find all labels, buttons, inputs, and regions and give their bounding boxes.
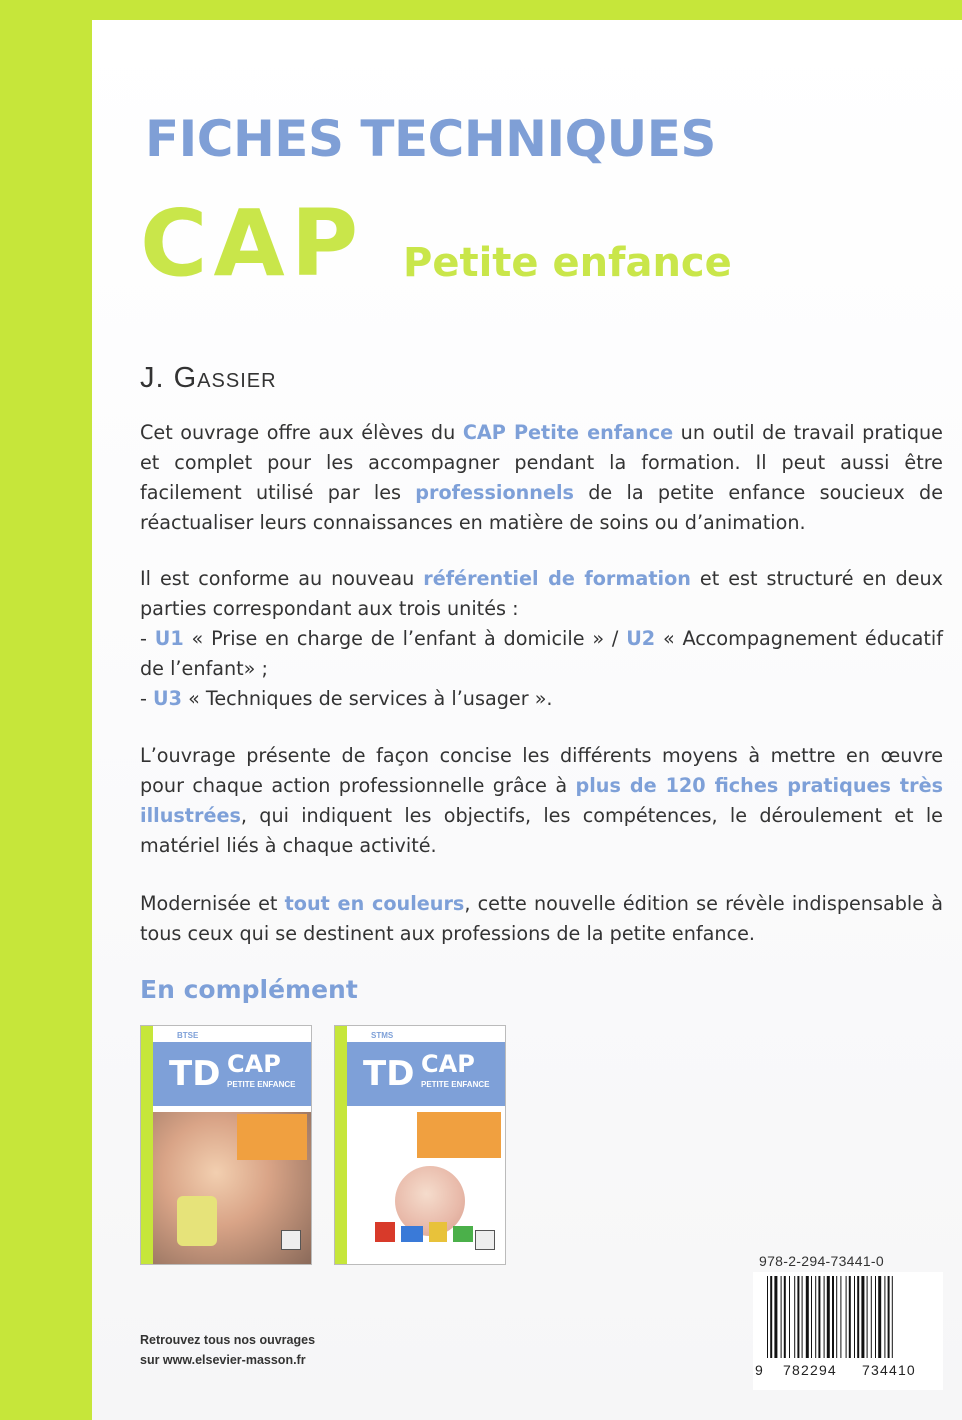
barcode-bar (857, 1276, 859, 1358)
barcode-bar (867, 1276, 868, 1358)
barcode-bar (789, 1276, 790, 1358)
book-header (153, 1042, 311, 1106)
barcode-bar (827, 1276, 830, 1358)
barcode-bar (802, 1276, 803, 1358)
publisher-logo (281, 1230, 301, 1250)
cover-strip (141, 1026, 153, 1264)
toy-block (429, 1222, 447, 1242)
barcode-bar (832, 1276, 834, 1358)
barcode-bar (878, 1276, 881, 1358)
barcode-bar (854, 1276, 855, 1358)
contents-box (417, 1112, 501, 1158)
publisher-logo (475, 1230, 495, 1250)
barcode-digits-left: 782294 (783, 1362, 837, 1378)
barcode-bar (884, 1276, 885, 1358)
barcode-digits-right: 734410 (862, 1362, 916, 1378)
barcode-bar (794, 1276, 795, 1358)
highlighted-text: U3 (153, 687, 182, 710)
book-title: FICHES TECHNIQUES (145, 110, 716, 168)
barcode-bar (784, 1276, 786, 1358)
book-subtitle-small: PETITE ENFANCE (227, 1080, 296, 1089)
highlighted-text: référentiel de formation (423, 567, 691, 590)
barcode-bar (767, 1276, 768, 1358)
footer-line-1: Retrouvez tous nos ouvrages (140, 1333, 316, 1347)
contents-box (237, 1114, 307, 1160)
barcode-bar (815, 1276, 816, 1358)
book-cover-stms (334, 1025, 506, 1265)
paragraph-structure: Il est conforme au nouveau référentiel de formation et est structuré en deux parties correspondant aux trois unités : - U1 « Prise en charge de l’enfant à domicile » / U2 « Accompagnement éducatif de l’enfant» ; - U3 « Techniques de services à l’usager ». (140, 567, 943, 710)
barcode-bar (818, 1276, 820, 1358)
paragraph-content: L’ouvrage présente de façon concise les différents moyens à mettre en œuvre pour chaque action professionnelle grâce à plus de 120 fiches pratiques très illustrées, qui indiquent les objectifs, les compétences, le déroulement et le matériel liés à chaque activité. (140, 744, 944, 857)
barcode-bar (861, 1276, 864, 1358)
barcode (753, 1272, 943, 1390)
isbn-number: 978-2-294-73441-0 (759, 1253, 884, 1269)
highlighted-text: tout en couleurs (284, 892, 465, 915)
barcode-bar (806, 1276, 809, 1358)
book-td: TD (363, 1054, 415, 1094)
book-header (347, 1042, 505, 1106)
book-cap: CAP (227, 1050, 281, 1078)
barcode-bar (875, 1276, 876, 1358)
toy-block (453, 1226, 473, 1242)
highlighted-text: U2 (626, 627, 656, 650)
barcode-bar (774, 1276, 777, 1358)
book-cap: CAP (421, 1050, 475, 1078)
toy-block (401, 1226, 423, 1242)
barcode-bar (888, 1276, 890, 1358)
book-subtitle: Petite enfance (403, 240, 732, 286)
barcode-bar (770, 1276, 772, 1358)
book-tag: BTSE (177, 1031, 199, 1040)
toy-block (375, 1222, 395, 1242)
barcode-bar (824, 1276, 825, 1358)
complement-heading: En complément (140, 975, 358, 1004)
footer (140, 1330, 315, 1370)
author-name: J. Gassier (140, 362, 277, 394)
barcode-bar (797, 1276, 799, 1358)
barcode-digit-first: 9 (755, 1362, 763, 1378)
barcode-bar (811, 1276, 812, 1358)
barcode-bar (846, 1276, 847, 1358)
barcode-bar (781, 1276, 782, 1358)
bottle-image (177, 1196, 217, 1246)
book-subtitle-small: PETITE ENFANCE (421, 1080, 490, 1089)
paragraph-edition: Modernisée et tout en couleurs, cette nouvelle édition se révèle indispensable à tous ceux qui se destinent aux professions de la petite enfance. (140, 892, 943, 945)
paragraph-intro: Cet ouvrage offre aux élèves du CAP Petite enfance un outil de travail pratique et complet pour les accompagner pendant la formation. Il peut aussi être facilement utilisé par les professionnels de la petite enfance soucieux de réactualiser leurs connaissances en matière de soins ou d’animation. (140, 421, 943, 534)
highlighted-text: professionnels (415, 481, 574, 504)
book-cover-btse (140, 1025, 312, 1265)
footer-link[interactable]: sur www.elsevier-masson.fr (140, 1353, 306, 1367)
barcode-bars (753, 1272, 943, 1362)
highlighted-text: U1 (154, 627, 184, 650)
barcode-bar (849, 1276, 851, 1358)
cover-strip (335, 1026, 347, 1264)
barcode-bar (871, 1276, 872, 1358)
highlighted-text: CAP Petite enfance (462, 421, 674, 444)
barcode-bar (840, 1276, 841, 1358)
barcode-bar (892, 1276, 893, 1358)
book-tag: STMS (371, 1031, 394, 1040)
highlighted-text: plus de 120 fiches pratiques très illustrées (140, 774, 944, 827)
book-td: TD (169, 1054, 221, 1094)
cap-heading: CAP (140, 190, 365, 297)
barcode-bar (836, 1276, 837, 1358)
